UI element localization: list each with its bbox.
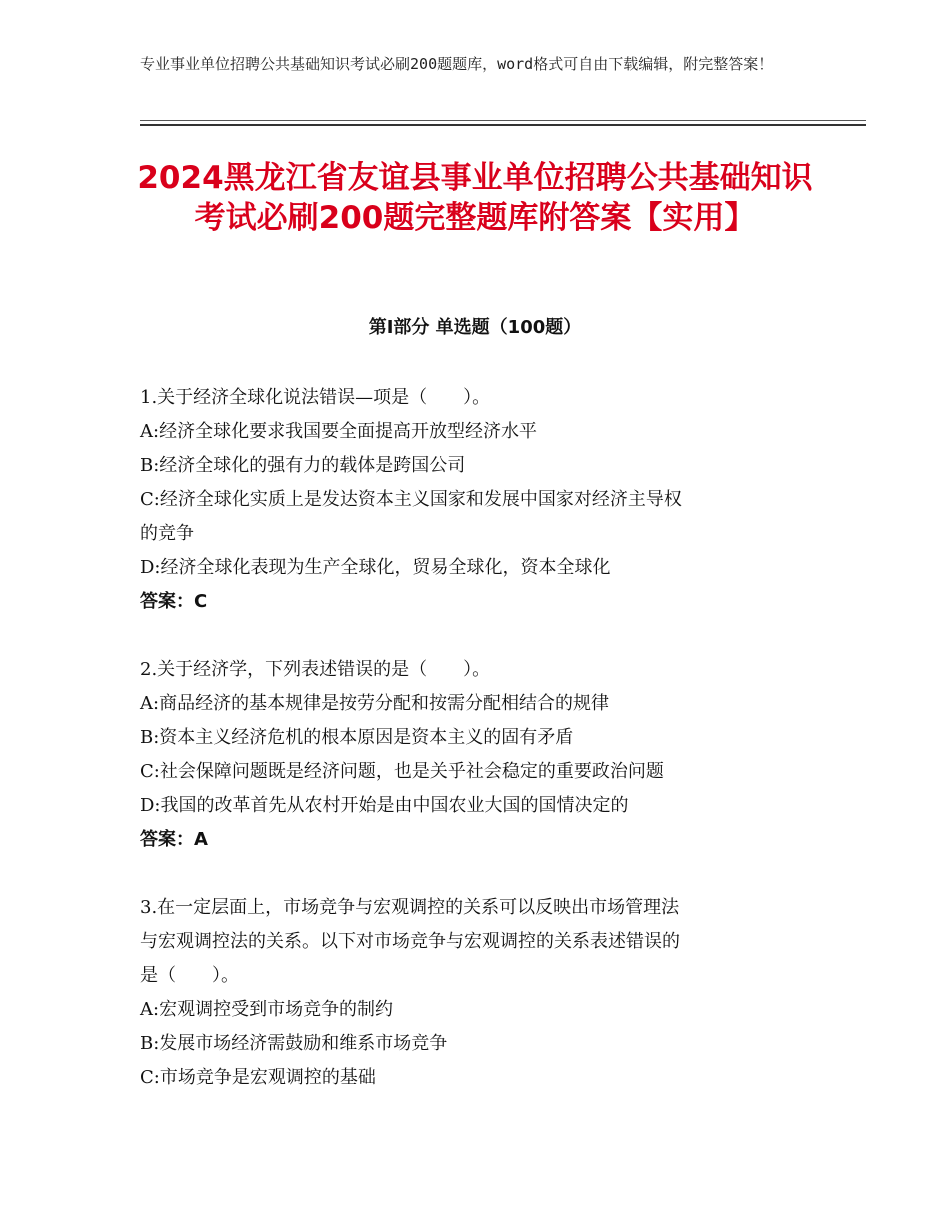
question-3-option-c: C:市场竞争是宏观调控的基础 xyxy=(140,1067,376,1088)
question-1-option-c: C:经济全球化实质上是发达资本主义国家和发展中国家对经济主导权 xyxy=(140,489,682,510)
question-2-option-c: C:社会保障问题既是经济问题，也是关乎社会稳定的重要政治问题 xyxy=(140,761,664,782)
question-1-option-d: D:经济全球化表现为生产全球化，贸易全球化，资本全球化 xyxy=(140,557,611,578)
question-3-option-a: A:宏观调控受到市场竞争的制约 xyxy=(140,999,394,1020)
question-2-option-b: B:资本主义经济危机的根本原因是资本主义的固有矛盾 xyxy=(140,727,574,748)
question-2-option-d: D:我国的改革首先从农村开始是由中国农业大国的国情决定的 xyxy=(140,795,629,816)
question-3-option-b: B:发展市场经济需鼓励和维系市场竞争 xyxy=(140,1033,448,1054)
question-1-option-a: A:经济全球化要求我国要全面提高开放型经济水平 xyxy=(140,421,538,442)
question-1-option-c-continued: 的竞争 xyxy=(140,523,194,544)
question-3-stem-line-1: 3.在一定层面上，市场竞争与宏观调控的关系可以反映出市场管理法 xyxy=(140,897,680,918)
question-3-stem-line-2: 与宏观调控法的关系。以下对市场竞争与宏观调控的关系表述错误的 xyxy=(140,931,680,952)
question-1-stem: 1.关于经济全球化说法错误—项是（ ）。 xyxy=(140,387,491,408)
header-divider xyxy=(140,120,866,121)
question-1-option-b: B:经济全球化的强有力的载体是跨国公司 xyxy=(140,455,466,476)
question-2-stem: 2.关于经济学，下列表述错误的是（ ）。 xyxy=(140,659,491,680)
question-2-answer: 答案：A xyxy=(140,829,208,850)
question-2-option-a: A:商品经济的基本规律是按劳分配和按需分配相结合的规律 xyxy=(140,693,610,714)
question-1-answer: 答案：C xyxy=(140,591,208,612)
header-note: 专业事业单位招聘公共基础知识考试必刷200题题库，word格式可自由下载编辑，附完整答案！ xyxy=(140,55,774,73)
header-divider-thick xyxy=(140,124,866,126)
question-3-stem-line-3: 是（ ）。 xyxy=(140,965,239,986)
document-title: 2024黑龙江省友谊县事业单位招聘公共基础知识考试必刷200题完整题库附答案【实用】 xyxy=(137,160,813,236)
section-heading: 第Ⅰ部分 单选题（100题） xyxy=(368,317,582,338)
